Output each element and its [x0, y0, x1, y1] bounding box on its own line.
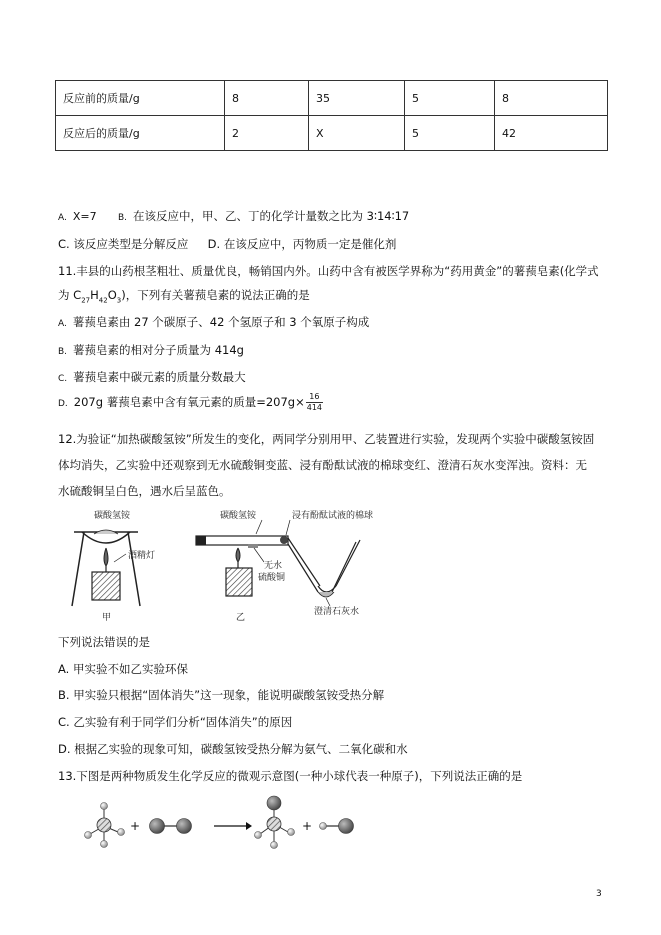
table-cell: 2	[225, 116, 309, 151]
q12-option-a: A. 甲实验不如乙实验环保	[58, 662, 188, 676]
molecule-reactant-1	[85, 803, 125, 848]
formula-element: H	[90, 288, 99, 302]
option-text: 薯蓣皂素的相对分子质量为 414g	[73, 343, 244, 357]
formula-subscript: 42	[98, 296, 108, 305]
option-marker: C.	[58, 374, 68, 384]
q10-option-d: D. 在该反应中，丙物质一定是催化剂	[207, 237, 397, 251]
q11-option-d	[58, 392, 323, 413]
apparatus-yi	[196, 509, 373, 623]
table-row	[56, 116, 608, 151]
q10-options-ab	[58, 208, 409, 226]
table-cell: 5	[405, 116, 495, 151]
molecule-product-1	[255, 796, 295, 849]
caption-yi: 乙	[236, 613, 246, 623]
q10-options-cd	[58, 236, 396, 252]
option-marker: A.	[58, 319, 67, 329]
option-text: 207g 薯蓣皂素中含有氧元素的质量=207g×	[73, 395, 305, 409]
apparatus-figure	[60, 502, 420, 630]
q11-stem-line2	[58, 287, 310, 308]
label-cotton: 浸有酚酞试液的棉球	[292, 511, 374, 521]
table-cell: 35	[309, 81, 405, 116]
option-marker: B.	[58, 347, 68, 357]
fraction-denominator: 414	[306, 403, 323, 412]
caption-jia: 甲	[102, 613, 112, 623]
table-cell: 8	[225, 81, 309, 116]
q10-option-c: C. 该反应类型是分解反应	[58, 237, 189, 251]
option-marker: D.	[58, 399, 68, 409]
label-jia-reagent: 碳酸氢铵	[94, 511, 131, 521]
q11-option-c	[58, 369, 246, 387]
label-yi-reagent: 碳酸氢铵	[220, 511, 257, 521]
molecule-product-2	[320, 819, 354, 834]
q11-formula-prefix: 为 C	[58, 288, 82, 302]
formula-subscript: 3	[116, 296, 122, 305]
q12-stem-line1: 12.为验证“加热碳酸氢铵”所发生的变化，两同学分别用甲、乙装置进行实验，发现两个实验中碳酸氢铵固	[58, 432, 595, 446]
fraction-numerator: 16	[306, 392, 323, 403]
q10-option-b: 在该反应中，甲、乙、丁的化学计量数之比为 3∶14∶17	[132, 209, 410, 223]
formula-subscript: 27	[81, 296, 91, 305]
plus-sign: +	[130, 819, 141, 833]
label-lamp: 酒精灯	[128, 551, 156, 561]
label-limewater: 澄清石灰水	[314, 607, 360, 617]
q12-option-c: C. 乙实验有利于同学们分析“固体消失”的原因	[58, 715, 293, 729]
option-text: 薯蓣皂素中碳元素的质量分数最大	[73, 370, 246, 384]
table-row-label: 反应后的质量/g	[56, 116, 225, 151]
q11-stem-line1: 11.丰县的山药根茎粗壮、质量优良，畅销国内外。山药中含有被医学界称为“药用黄金”的薯蓣皂素(化学式	[58, 264, 599, 278]
table-cell: 8	[495, 81, 608, 116]
label-cuso4-line2: 硫酸铜	[258, 573, 286, 583]
apparatus-jia	[72, 509, 155, 623]
plus-sign: +	[302, 819, 313, 833]
q11-option-b	[58, 342, 244, 360]
label-cuso4-line1: 无水	[264, 561, 283, 571]
table-row-label: 反应前的质量/g	[56, 81, 225, 116]
q10-option-a: X=7	[72, 210, 97, 223]
table-row	[56, 81, 608, 116]
q12-option-b: B. 甲实验只根据“固体消失”这一现象，能说明碳酸氢铵受热分解	[58, 688, 385, 702]
table-cell: 42	[495, 116, 608, 151]
table-cell: X	[309, 116, 405, 151]
table-cell: 5	[405, 81, 495, 116]
option-marker: B.	[117, 213, 127, 223]
q13-stem: 13.下图是两种物质发生化学反应的微观示意图(一种小球代表一种原子)，下列说法正确的是	[58, 769, 523, 783]
molecule-reactant-2	[150, 819, 192, 834]
q12-option-d: D. 根据乙实验的现象可知，碳酸氢铵受热分解为氨气、二氧化碳和水	[58, 742, 408, 756]
q11-option-a	[58, 314, 369, 332]
fraction	[306, 392, 323, 413]
reaction-arrow	[214, 822, 252, 830]
option-text: 薯蓣皂素由 27 个碳原子、42 个氢原子和 3 个氧原子构成	[72, 315, 370, 329]
q12-stem-line3: 水硫酸铜呈白色，遇水后呈蓝色。	[58, 484, 231, 498]
mass-table	[55, 80, 608, 151]
q12-stem-line2: 体均消失，乙实验中还观察到无水硫酸铜变蓝、浸有酚酞试液的棉球变红、澄清石灰水变浑浊。资料：无	[58, 458, 587, 472]
option-marker: A.	[58, 213, 67, 223]
reaction-diagram	[80, 794, 380, 856]
formula-element: O	[107, 288, 117, 302]
q11-stem-tail: )，下列有关薯蓣皂素的说法正确的是	[121, 288, 310, 302]
q12-question: 下列说法错误的是	[58, 635, 150, 649]
page-number: 3	[596, 889, 602, 899]
